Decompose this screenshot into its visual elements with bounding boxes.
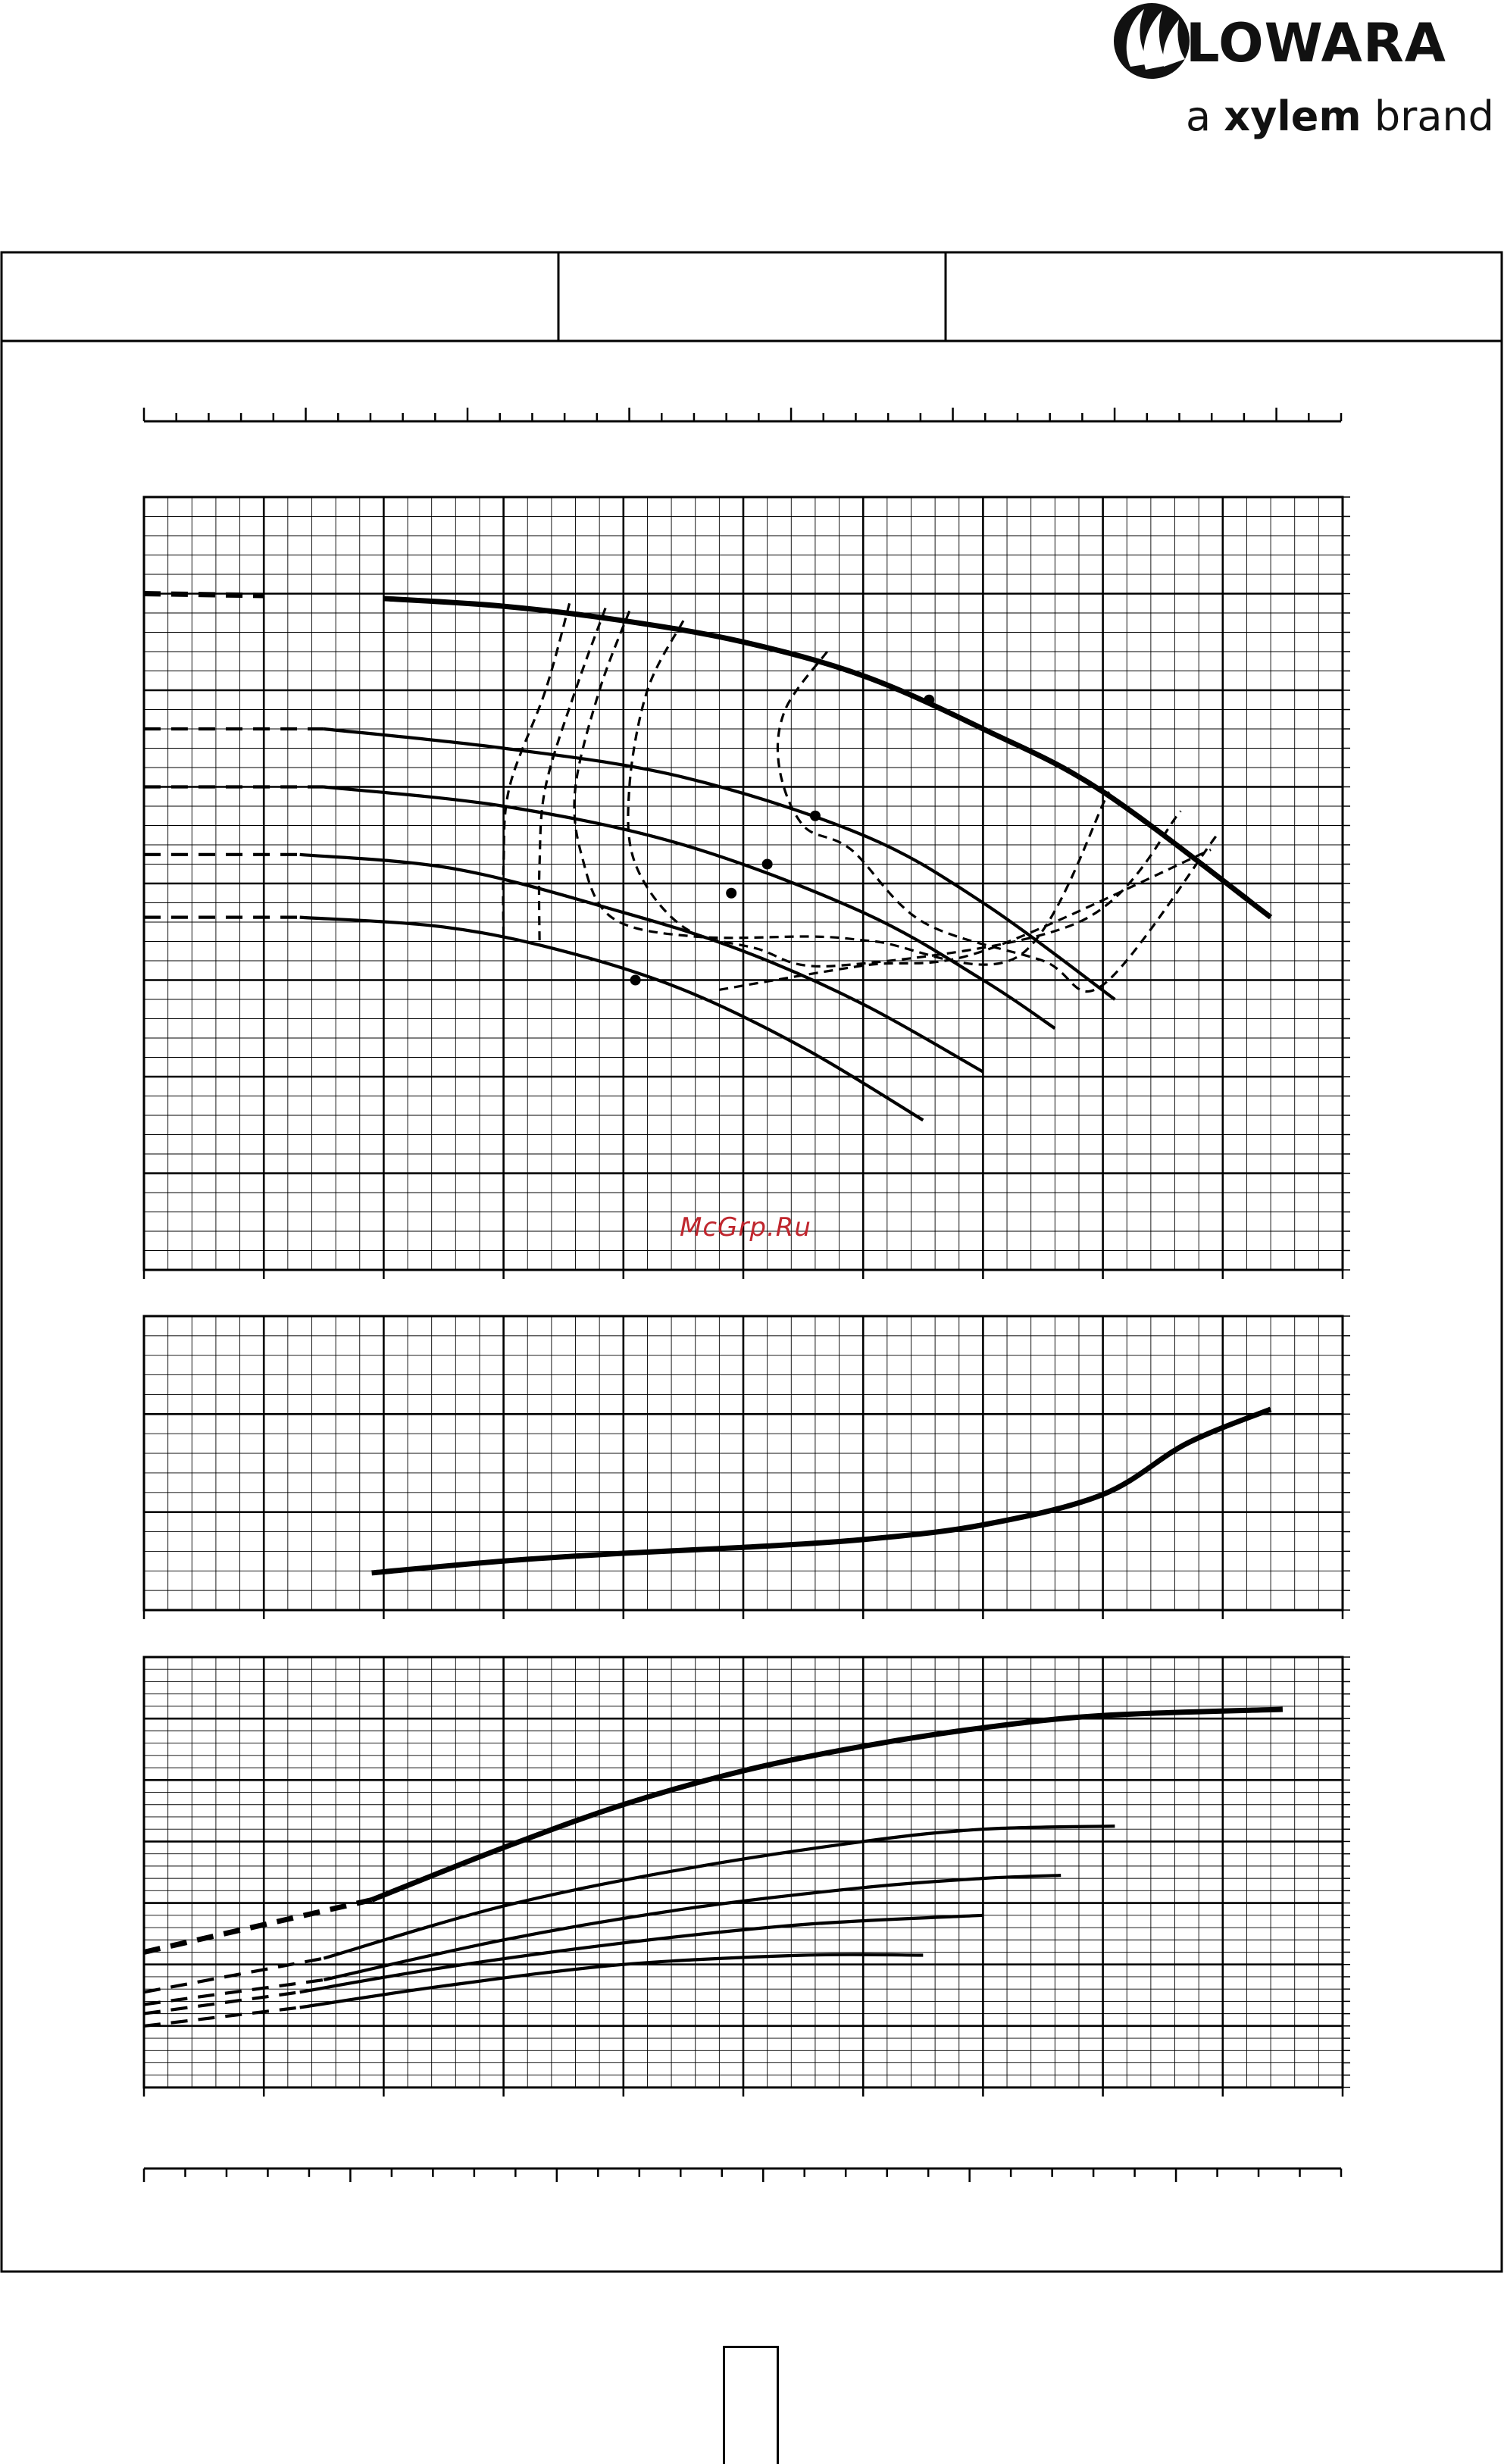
efficiency-contour-0	[503, 603, 570, 941]
series-4-dashed-segment	[144, 2008, 300, 2026]
duty-point-2	[762, 859, 773, 870]
tagline-bold: xylem	[1224, 92, 1362, 140]
lowara-logo	[1106, 0, 1500, 167]
npsh-curve-panel	[144, 1316, 1350, 1619]
series-1-dashed-segment	[144, 1959, 324, 1993]
duty-point-4	[630, 975, 641, 986]
watermark-text: McGrp.Ru	[680, 1212, 811, 1243]
series-3-dashed-segment	[144, 1992, 300, 2013]
tagline-suffix: brand	[1361, 92, 1494, 140]
tagline-prefix: a	[1186, 92, 1224, 140]
series-3-line	[300, 855, 983, 1072]
duty-point-3	[726, 888, 736, 899]
page-number-box	[723, 2346, 779, 2464]
efficiency-contour-3	[628, 621, 1180, 966]
power-curves-panel	[144, 1657, 1350, 2097]
brand-tagline	[1186, 92, 1494, 140]
head-curves-panel	[144, 497, 1350, 1279]
duty-point-0	[924, 695, 934, 705]
series-0-dashed-segment	[144, 1900, 372, 1953]
duty-point-1	[810, 811, 821, 821]
lowara-mark-icon	[1106, 0, 1197, 91]
series-0-line	[383, 599, 1271, 918]
brand-name: LOWARA	[1186, 12, 1446, 74]
